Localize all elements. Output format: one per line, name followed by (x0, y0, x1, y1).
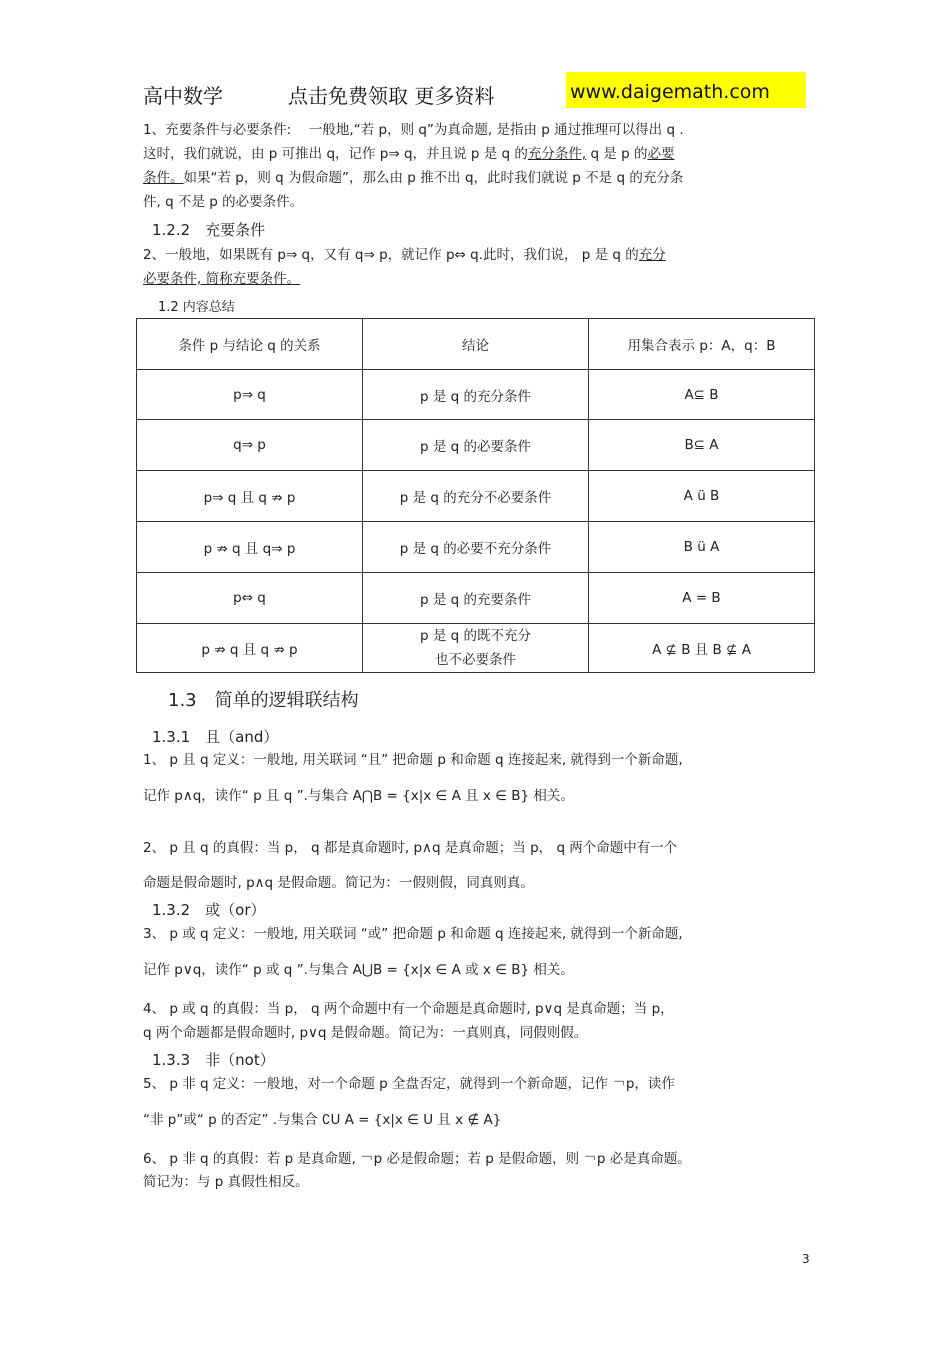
conclusion-cell: p 是 q 的充分条件 (363, 370, 589, 420)
s122-sufficient-term: 充分 (638, 247, 666, 263)
col-header-relation: 条件 p 与结论 q 的关系 (137, 319, 363, 370)
relation-cell: q⇒ p (137, 420, 363, 471)
intro-line-1: 1、充要条件与必要条件: 一般地,“若 p，则 q”为真命题, 是指由 p 通过推理可以得出 q . (143, 122, 684, 138)
table-row (137, 573, 815, 624)
or-definition-line-1: 3、 p 或 q 定义：一般地, 用关联词 “或” 把命题 p 和命题 q 连接起来, 就得到一个新命题, (143, 926, 683, 942)
section-and-heading: 1.3.1 且（and） (152, 728, 279, 746)
conclusion-cell: p 是 q 的必要条件 (363, 420, 589, 471)
s122-line-2 (143, 267, 300, 291)
table-row (137, 522, 815, 573)
intro-line-3 (143, 166, 683, 190)
intro-line-2-mid: q 是 p 的 (586, 146, 648, 162)
set-cell: A = B (589, 573, 815, 624)
set-cell: A⊆ B (589, 370, 815, 420)
conclusion-cell: p 是 q 的充分不必要条件 (363, 471, 589, 522)
conclusion-cell: p 是 q 的必要不充分条件 (363, 522, 589, 573)
section-1-2-2-heading: 1.2.2 充要条件 (152, 221, 266, 239)
summary-heading: 1.2 内容总结 (158, 300, 235, 315)
set-cell: A ü B (589, 471, 815, 522)
header-title: 高中数学 (143, 84, 223, 108)
table-row (137, 370, 815, 420)
necessary-term-part2: 条件。 (143, 170, 184, 186)
sufficient-condition-term: 充分条件, (527, 146, 587, 162)
header-promo-link[interactable]: 点击免费领取 更多资料 (288, 84, 495, 108)
table-row (137, 420, 815, 471)
set-cell: B⊆ A (589, 420, 815, 471)
section-or-heading: 1.3.2 或（or） (152, 901, 266, 919)
and-truth-line-2: 命题是假命题时, p∧q 是假命题。简记为：一假则假，同真则真。 (143, 875, 534, 891)
intro-line-2 (143, 142, 674, 166)
page-number: 3 (802, 1252, 810, 1266)
not-truth-line-1: 6、 p 非 q 的真假：若 p 是真命题, ￢p 必是假命题；若 p 是假命题，则 ￢p 必是真命题。 (143, 1151, 691, 1167)
intro-line-2-text: 这时，我们就说，由 p 可推出 q，记作 p⇒ q，并且说 p 是 q 的 (143, 146, 528, 162)
and-definition-line-2: 记作 p∧q，读作“ p 且 q ”.与集合 A⋂B = {x|x ∈ A 且 x ∈ B} 相关。 (143, 788, 574, 804)
set-cell: B ü A (589, 522, 815, 573)
s122-line-1 (143, 243, 666, 267)
conclusion-cell: p 是 q 的既不充分 也不必要条件 (363, 624, 589, 673)
or-definition-line-2: 记作 p∨q，读作“ p 或 q ”.与集合 A⋃B = {x|x ∈ A 或 x ∈ B} 相关。 (143, 962, 574, 978)
or-truth-line-1: 4、 p 或 q 的真假：当 p， q 两个命题中有一个命题是真命题时, p∨q 是真命题；当 p， (143, 1001, 674, 1017)
table-row (137, 624, 815, 673)
col-header-set: 用集合表示 p：A，q：B (589, 319, 815, 370)
necessary-term-part1: 必要 (647, 146, 675, 162)
and-definition-line-1: 1、 p 且 q 定义：一般地, 用关联词 “且” 把命题 p 和命题 q 连接起来, 就得到一个新命题, (143, 752, 683, 768)
and-truth-line-1: 2、 p 且 q 的真假：当 p， q 都是真命题时, p∧q 是真命题；当 p， q 两个命题中有一个 (143, 840, 678, 856)
intro-line-4: 件, q 不是 p 的必要条件。 (143, 194, 304, 210)
set-cell: A ⊈ B 且 B ⊈ A (589, 624, 815, 673)
header-url-link[interactable]: www.daigemath.com (566, 72, 806, 108)
relation-cell: p ⇏ q 且 q ⇏ p (137, 624, 363, 673)
not-definition-line-2: “非 p”或“ p 的否定” .与集合 ∁U A = {x|x ∈ U 且 x ∉ A} (143, 1112, 502, 1128)
not-truth-line-2: 简记为：与 p 真假性相反。 (143, 1174, 309, 1190)
col-header-conclusion: 结论 (363, 319, 589, 370)
intro-line-3-text: 如果“若 p，则 q 为假命题”，那么由 p 推不出 q，此时我们就说 p 不是 q 的充分条 (183, 170, 684, 186)
relation-cell: p ⇏ q 且 q⇒ p (137, 522, 363, 573)
or-truth-line-2: q 两个命题都是假命题时, p∨q 是假命题。简记为：一真则真，同假则假。 (143, 1025, 588, 1041)
relation-cell: p⇒ q 且 q ⇏ p (137, 471, 363, 522)
summary-table (136, 318, 815, 673)
not-definition-line-1: 5、 p 非 q 定义：一般地，对一个命题 p 全盘否定，就得到一个新命题，记作 ￢p，读作 (143, 1076, 675, 1092)
section-not-heading: 1.3.3 非（not） (152, 1051, 275, 1069)
relation-cell: p⇒ q (137, 370, 363, 420)
relation-cell: p⇔ q (137, 573, 363, 624)
s122-necessary-term: 必要条件, (143, 271, 202, 287)
conclusion-cell: p 是 q 的充要条件 (363, 573, 589, 624)
table-row (137, 471, 815, 522)
s122-line-1-text: 2、一般地，如果既有 p⇒ q，又有 q⇒ p，就记作 p⇔ q.此时，我们说， p 是 q 的 (143, 247, 639, 263)
s122-short-name: 简称充要条件。 (201, 271, 301, 287)
summary-header-row (137, 319, 815, 370)
section-1-3-heading: 1.3 简单的逻辑联结构 (168, 690, 359, 711)
